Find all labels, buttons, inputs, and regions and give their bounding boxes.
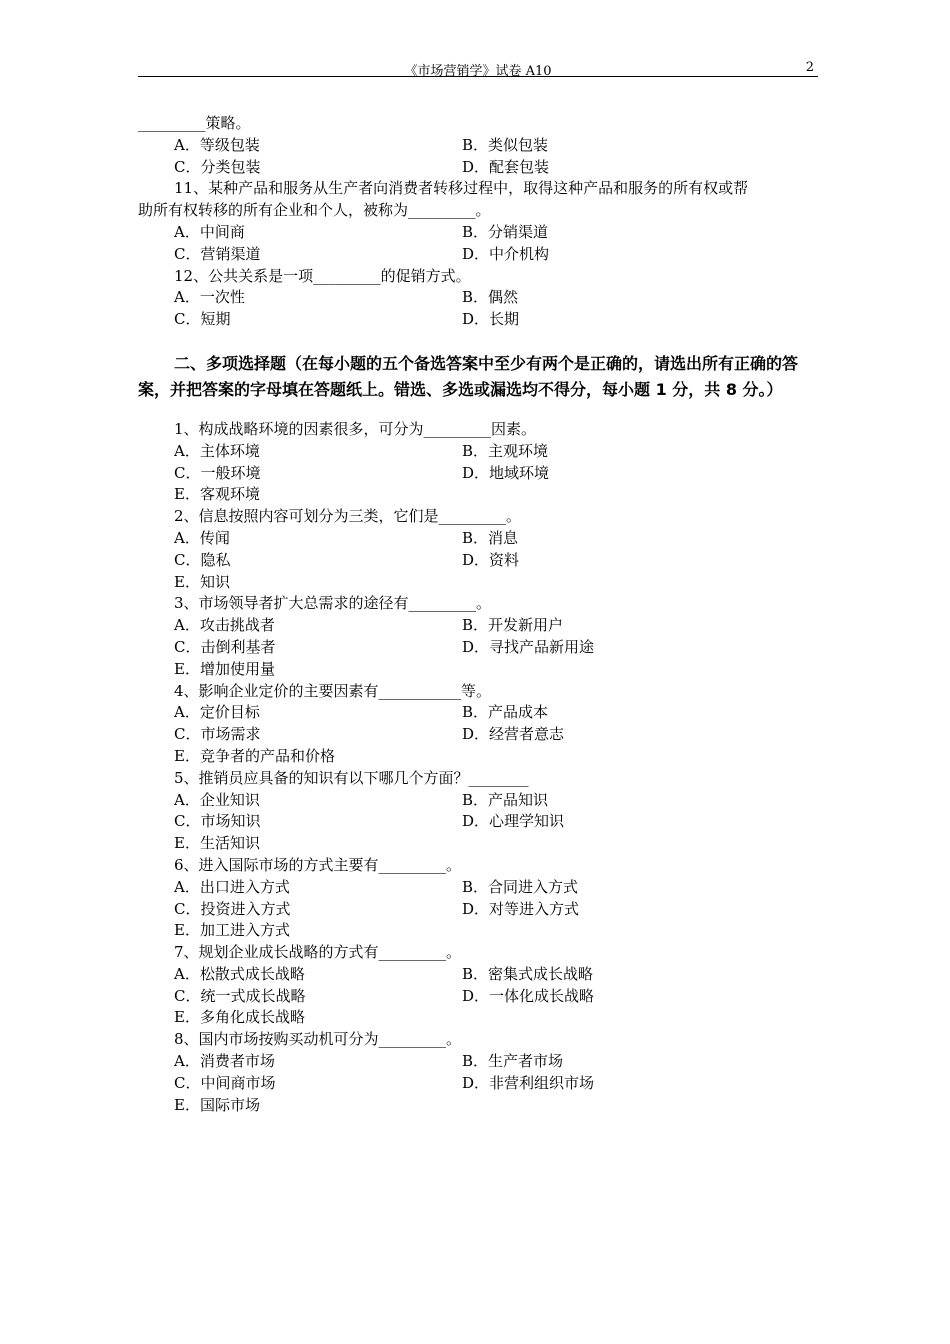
- mq-5-option-b: B．产品知识: [462, 790, 549, 809]
- q12-option-c: C．短期: [174, 310, 231, 329]
- mq-5-option-c: C．市场知识: [174, 812, 261, 831]
- header-title: 《市场营销学》试卷 A10: [404, 64, 552, 79]
- mq-4-text: 4、影响企业定价的主要因素有___________等。: [174, 681, 492, 700]
- q10-options-row-2: [138, 157, 818, 179]
- mq-2-option-c: C．隐私: [174, 550, 231, 569]
- mq-8-options-row: [138, 1051, 818, 1073]
- mq-4-option-c: C．市场需求: [174, 725, 261, 744]
- q10-option-b: B．类似包装: [462, 135, 549, 154]
- mq-2-option-b: B．消息: [462, 528, 519, 547]
- mq-6-option-c: C．投资进入方式: [174, 899, 291, 918]
- mq-4-options-row: [138, 746, 818, 768]
- mq-2-option-e: E．知识: [174, 572, 230, 591]
- mq-2-option-a: A．传闻: [174, 528, 230, 547]
- mq-6-text: 6、进入国际市场的方式主要有_________。: [174, 855, 462, 874]
- section-2-title: 二、多项选择题（在每小题的五个备选答案中至少有两个是正确的，请选出所有正确的答案，并把答案的字母填在答题纸上。错选、多选或漏选均不得分，每小题 1 分，共 8 分。）: [138, 353, 799, 399]
- mq-6-options-row: [138, 920, 818, 942]
- mq-6-option-a: A．出口进入方式: [174, 877, 290, 896]
- mq-3-option-e: E．增加使用量: [174, 659, 275, 678]
- q12-options-row-1: [138, 287, 818, 309]
- mq-5-options-row: [138, 833, 818, 855]
- mq-1-options-row: [138, 484, 818, 506]
- mq-7-options-row: [138, 964, 818, 986]
- mq-7-option-c: C．统一式成长战略: [174, 986, 306, 1005]
- mq-4-option-d: D．经营者意志: [462, 725, 565, 744]
- q10-options-row-1: [138, 135, 818, 157]
- mq-8-text: 8、国内市场按购买动机可分为_________。: [174, 1030, 462, 1049]
- mq-4-options-row: [138, 724, 818, 746]
- q11-option-c: C．营销渠道: [174, 244, 261, 263]
- q12-option-a: A．一次性: [174, 288, 245, 307]
- mq-3-options-row: [138, 637, 818, 659]
- mq-1-option-d: D．地域环境: [462, 463, 550, 482]
- multiple-choice-questions: [138, 419, 818, 1117]
- mq-3-option-a: A．攻击挑战者: [174, 616, 275, 635]
- q12-option-d: D．长期: [462, 310, 520, 329]
- mq-8-option-d: D．非营利组织市场: [462, 1073, 595, 1092]
- mq-8-options-row: [138, 1095, 818, 1117]
- mq-1-text: 1、构成战略环境的因素很多，可分为_________因素。: [174, 419, 537, 438]
- q11-option-a: A．中间商: [174, 222, 245, 241]
- mq-1-option-b: B．主观环境: [462, 441, 549, 460]
- mq-5-option-d: D．心理学知识: [462, 812, 565, 831]
- mq-7-option-d: D．一体化成长战略: [462, 986, 595, 1005]
- mq-7-options-row: [138, 986, 818, 1008]
- q10-option-a: A．等级包装: [174, 135, 260, 154]
- page-number: 2: [805, 60, 814, 75]
- q10-option-d: D．配套包装: [462, 157, 550, 176]
- q12-text: 12、公共关系是一项_________的促销方式。: [174, 266, 471, 285]
- mq-5-options-row: [138, 790, 818, 812]
- mq-2-options-row: [138, 572, 818, 594]
- mq-2-option-d: D．资料: [462, 550, 520, 569]
- mq-8-option-e: E．国际市场: [174, 1095, 260, 1114]
- mq-4-option-a: A．定价目标: [174, 703, 260, 722]
- mq-4-option-e: E．竞争者的产品和价格: [174, 746, 335, 765]
- mq-2-text: 2、信息按照内容可划分为三类，它们是_________。: [174, 507, 522, 526]
- mq-2-options-row: [138, 550, 818, 572]
- mq-5-option-a: A．企业知识: [174, 790, 260, 809]
- q12-options-row-2: [138, 309, 818, 331]
- mq-6-option-b: B．合同进入方式: [462, 877, 579, 896]
- page-header: [138, 58, 818, 77]
- mq-1-options-row: [138, 441, 818, 463]
- mq-5-text: 5、推销员应具备的知识有以下哪几个方面？________: [174, 768, 529, 787]
- mq-7-options-row: [138, 1007, 818, 1029]
- q11-option-d: D．中介机构: [462, 244, 550, 263]
- mq-1-options-row: [138, 463, 818, 485]
- mq-3-options-row: [138, 615, 818, 637]
- mq-6-options-row: [138, 877, 818, 899]
- mq-7-option-a: A．松散式成长战略: [174, 964, 305, 983]
- q11-option-b: B．分销渠道: [462, 222, 549, 241]
- mq-3-options-row: [138, 659, 818, 681]
- mq-5-option-e: E．生活知识: [174, 834, 260, 853]
- mq-6-options-row: [138, 899, 818, 921]
- mq-1-option-c: C．一般环境: [174, 463, 261, 482]
- q11-options-row-1: [138, 222, 818, 244]
- q11-options-row-2: [138, 244, 818, 266]
- mq-6-option-d: D．对等进入方式: [462, 899, 580, 918]
- q11-text-continued: 助所有权转移的所有企业和个人，被称为_________。: [138, 201, 491, 220]
- mq-4-options-row: [138, 702, 818, 724]
- mq-8-options-row: [138, 1073, 818, 1095]
- mq-3-option-c: C．击倒利基者: [174, 637, 276, 656]
- mq-1-option-e: E．客观环境: [174, 485, 260, 504]
- q10-option-c: C．分类包装: [174, 157, 261, 176]
- mq-7-option-e: E．多角化成长战略: [174, 1008, 305, 1027]
- mq-8-option-c: C．中间商市场: [174, 1073, 276, 1092]
- q12-option-b: B．偶然: [462, 288, 519, 307]
- mq-2-options-row: [138, 528, 818, 550]
- mq-6-option-e: E．加工进入方式: [174, 921, 290, 940]
- mq-8-option-b: B．生产者市场: [462, 1052, 564, 1071]
- mq-1-option-a: A．主体环境: [174, 441, 260, 460]
- mq-5-options-row: [138, 811, 818, 833]
- mq-3-text: 3、市场领导者扩大总需求的途径有_________。: [174, 594, 492, 613]
- q11-text: 11、某种产品和服务从生产者向消费者转移过程中，取得这种产品和服务的所有权或帮: [174, 179, 749, 198]
- mq-7-option-b: B．密集式成长战略: [462, 964, 594, 983]
- q10-tail: _________策略。: [138, 114, 251, 132]
- mq-7-text: 7、规划企业成长战略的方式有_________。: [174, 943, 462, 962]
- mq-4-option-b: B．产品成本: [462, 703, 549, 722]
- mq-8-option-a: A．消费者市场: [174, 1052, 275, 1071]
- mq-3-option-d: D．寻找产品新用途: [462, 637, 595, 656]
- mq-3-option-b: B．开发新用户: [462, 616, 564, 635]
- exam-content: [138, 113, 818, 1116]
